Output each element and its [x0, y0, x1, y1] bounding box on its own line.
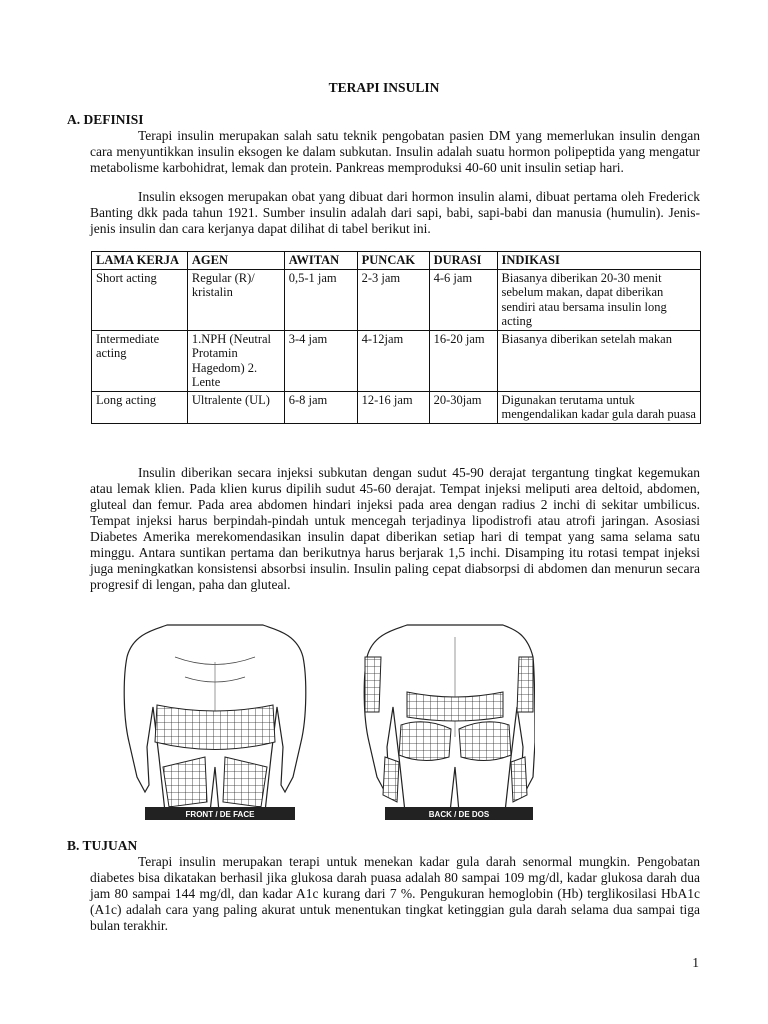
section-b-heading: B. TUJUAN [67, 838, 138, 853]
purpose-paragraph-text: Terapi insulin merupakan terapi untuk menekan kadar gula darah senormal mungkin. Pengobatan diabetes bisa dikatakan berhasil jika glukosa darah puasa adalah 80 sampai 109 mg/dl, kadar glukosa darah dua jam 80 sampai 144 mg/dl, dan kadar A1c kurang dari 7 %. Pengukuran hemoglobin (Hb) terglikosilasi HbA1c (A1c) adalah cara yang paling akurat untuk menentukan tingkat ketinggian gula darah selama dua sampai tiga bulan terakhir. [90, 854, 700, 933]
purpose-paragraph [90, 854, 700, 934]
cell-durasi: 4-6 jam [429, 269, 497, 330]
definition-paragraph-1 [90, 128, 700, 176]
table-row [92, 391, 701, 423]
cell-lama-kerja: Long acting [92, 391, 188, 423]
cell-lama-kerja: Short acting [92, 269, 188, 330]
front-body-figure [124, 625, 306, 812]
definition-paragraph-1-text: Terapi insulin merupakan salah satu teknik pengobatan pasien DM yang memerlukan insulin dengan cara menyuntikkan insulin eksogen ke dalam subkutan. Insulin adalah suatu hormon polipeptida yang mengatur metabolisme karbohidrat, lemak dan protein. Pankreas memproduksi 40-60 unit insulin setiap hari. [90, 128, 700, 175]
cell-puncak: 12-16 jam [357, 391, 429, 423]
cell-agen: Ultralente (UL) [187, 391, 284, 423]
cell-durasi: 16-20 jam [429, 330, 497, 391]
cell-indikasi: Biasanya diberikan 20-30 menit sebelum makan, dapat diberikan sendiri atau bersama insulin long acting [497, 269, 700, 330]
header-agen: AGEN [187, 252, 284, 270]
insulin-types-table [91, 251, 701, 424]
cell-indikasi: Biasanya diberikan setelah makan [497, 330, 700, 391]
cell-awitan: 0,5-1 jam [284, 269, 357, 330]
injection-sites-figure [115, 617, 535, 822]
injection-paragraph-text: Insulin diberikan secara injeksi subkutan dengan sudut 45-90 derajat tergantung tingkat kegemukan atau lemak klien. Pada klien kurus dipilih sudut 45-60 derajat. Tempat injeksi meliputi area deltoid, abdomen, gluteal dan femur. Pada area abdomen hindari injeksi pada area dengan radius 2 inchi di sekitar umbilicus. Tempat injeksi harus berpindah-pindah untuk mencegah terjadinya lipodistrofi atau atrofi jaringan. Asosiasi Diabetes Amerika merekomendasikan insulin dapat diberikan setiap hari di tempat yang sama selama satu minggu. Antara suntikan pertama dan berikutnya harus berjarak 1,5 inchi. Disamping itu rotasi tempat injeksi juga meningkatkan konsistensi absorbsi insulin. Insulin paling cepat diabsorpsi di abdomen dan menurun secara progresif di lengan, paha dan gluteal. [90, 465, 700, 592]
header-indikasi: INDIKASI [497, 252, 700, 270]
cell-awitan: 6-8 jam [284, 391, 357, 423]
cell-agen: 1.NPH (Neutral Protamin Hagedom) 2. Lente [187, 330, 284, 391]
back-label: BACK / DE DOS [428, 810, 490, 819]
cell-indikasi: Digunakan terutama untuk mengendalikan kadar gula darah puasa [497, 391, 700, 423]
cell-agen: Regular (R)/ kristalin [187, 269, 284, 330]
table-header-row [92, 252, 701, 270]
header-awitan: AWITAN [284, 252, 357, 270]
cell-puncak: 4-12jam [357, 330, 429, 391]
cell-lama-kerja: Intermediate acting [92, 330, 188, 391]
definition-paragraph-2 [90, 189, 700, 237]
section-a-heading: A. DEFINISI [67, 112, 144, 127]
injection-paragraph [90, 465, 700, 593]
cell-awitan: 3-4 jam [284, 330, 357, 391]
table-row [92, 330, 701, 391]
header-puncak: PUNCAK [357, 252, 429, 270]
definition-paragraph-2-text: Insulin eksogen merupakan obat yang dibuat dari hormon insulin alami, dibuat pertama oleh Frederick Banting dkk pada tahun 1921. Sumber insulin adalah dari sapi, babi, sapi-babi dan manusia (humulin). Jenis-jenis insulin dan cara kerjanya dapat dilihat di tabel berikut ini. [90, 189, 700, 236]
page-number: 1 [692, 955, 699, 970]
cell-durasi: 20-30jam [429, 391, 497, 423]
table-row [92, 269, 701, 330]
front-label: FRONT / DE FACE [185, 810, 255, 819]
header-lama-kerja: LAMA KERJA [92, 252, 188, 270]
page-title: TERAPI INSULIN [328, 80, 440, 95]
cell-puncak: 2-3 jam [357, 269, 429, 330]
header-durasi: DURASI [429, 252, 497, 270]
back-body-figure [364, 625, 535, 812]
